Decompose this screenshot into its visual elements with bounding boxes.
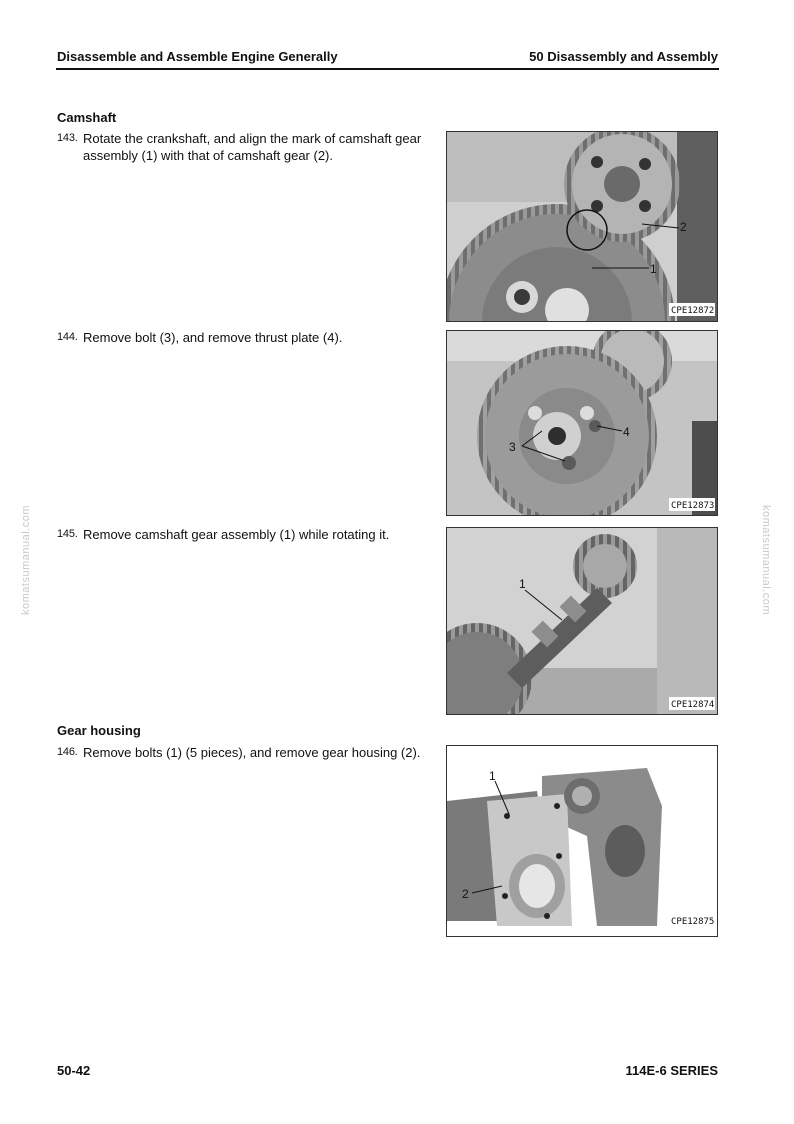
- step-text: Rotate the crankshaft, and align the mark of camshaft gear assembly (1) with that of camshaft gear (2).: [83, 131, 422, 163]
- figure-thrust-plate-removal: [446, 330, 718, 516]
- figure-code: CPE12874: [671, 700, 715, 710]
- callout-4: 4: [623, 425, 630, 439]
- section-title-gear-housing: Gear housing: [57, 723, 141, 738]
- figure-code: CPE12875: [671, 917, 715, 927]
- figure-code: CPE12872: [671, 306, 715, 316]
- step-number: 144.: [57, 331, 78, 343]
- step-143: [57, 130, 437, 164]
- step-text: Remove bolts (1) (5 pieces), and remove gear housing (2).: [83, 745, 421, 760]
- step-text: Remove camshaft gear assembly (1) while rotating it.: [83, 527, 390, 542]
- step-number: 145.: [57, 528, 78, 540]
- header-divider: [56, 68, 719, 70]
- watermark-right: komatsumanual.com: [760, 505, 772, 615]
- watermark-left: komatsumanual.com: [20, 505, 32, 615]
- header-chapter: 50 Disassembly and Assembly: [529, 49, 718, 64]
- step-145: [57, 526, 437, 543]
- step-number: 143.: [57, 132, 78, 144]
- section-title-camshaft: Camshaft: [57, 110, 117, 125]
- header-title: Disassemble and Assemble Engine Generally: [57, 49, 338, 64]
- callout-3: 3: [509, 440, 516, 454]
- figure-gear-housing-removal: [446, 745, 718, 937]
- callout-1: 1: [489, 769, 496, 783]
- page-number: 50-42: [57, 1063, 91, 1078]
- figure-camshaft-removal: [446, 527, 718, 715]
- callout-2: 2: [680, 220, 687, 234]
- callout-2: 2: [462, 887, 469, 901]
- callout-1: 1: [650, 262, 657, 276]
- step-146: [57, 744, 437, 761]
- callout-1: 1: [519, 577, 526, 591]
- step-number: 146.: [57, 746, 78, 758]
- step-text: Remove bolt (3), and remove thrust plate (4).: [83, 330, 343, 345]
- figure-code: CPE12873: [671, 501, 715, 511]
- figure-camshaft-gear-alignment: [446, 131, 718, 322]
- step-144: [57, 329, 437, 346]
- series-label: 114E-6 SERIES: [625, 1063, 718, 1078]
